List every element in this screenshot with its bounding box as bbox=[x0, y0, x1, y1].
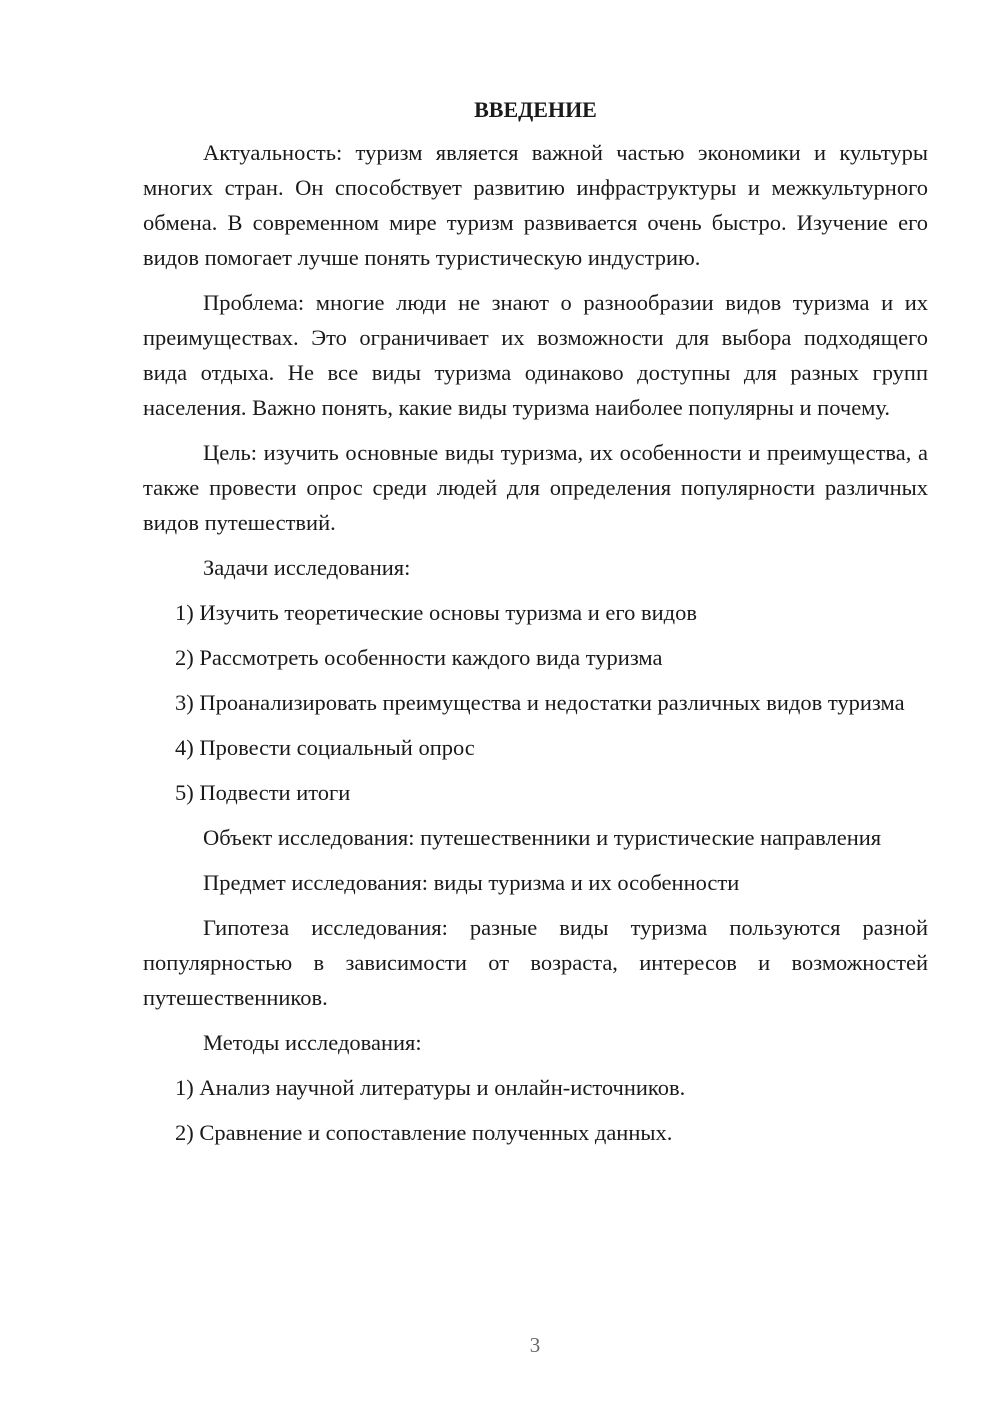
task-item: 2) Рассмотреть особенности каждого вида туризма bbox=[175, 645, 663, 670]
relevance-paragraph: Актуальность: туризм является важной частью экономики и культуры многих стран. Он способствует развитию инфраструктуры и межкультурного обмена. В современном мире туризм развивается очень быстро. Изучение его видов помогает лучше понять туристическую индустрию. bbox=[143, 140, 928, 270]
task-item: 1) Изучить теоретические основы туризма и его видов bbox=[175, 600, 697, 625]
object-paragraph: Объект исследования: путешественники и туристические направления bbox=[203, 825, 882, 850]
page-content bbox=[143, 95, 928, 1160]
task-item: 4) Провести социальный опрос bbox=[175, 735, 475, 760]
task-item: 3) Проанализировать преимущества и недостатки различных видов туризма bbox=[175, 690, 905, 715]
method-item: 1) Анализ научной литературы и онлайн-источников. bbox=[175, 1075, 686, 1100]
methods-label: Методы исследования: bbox=[203, 1030, 422, 1055]
problem-paragraph: Проблема: многие люди не знают о разнообразии видов туризма и их преимуществах. Это ограничивает их возможности для выбора подходящего вида отдыха. Не все виды туризма одинаково доступны для разных групп населения. Важно понять, какие виды туризма наиболее популярны и почему. bbox=[143, 290, 928, 420]
tasks-label: Задачи исследования: bbox=[203, 555, 411, 580]
page-number: 3 bbox=[529, 1333, 541, 1357]
task-item: 5) Подвести итоги bbox=[175, 780, 351, 805]
method-item: 2) Сравнение и сопоставление полученных данных. bbox=[175, 1120, 673, 1145]
section-heading: ВВЕДЕНИЕ bbox=[474, 97, 597, 122]
goal-paragraph: Цель: изучить основные виды туризма, их особенности и преимущества, а также провести опрос среди людей для определения популярности различных видов путешествий. bbox=[143, 440, 928, 535]
hypothesis-paragraph: Гипотеза исследования: разные виды туризма пользуются разной популярностью в зависимости от возраста, интересов и возможностей путешественников. bbox=[143, 915, 928, 1010]
subject-paragraph: Предмет исследования: виды туризма и их особенности bbox=[203, 870, 740, 895]
